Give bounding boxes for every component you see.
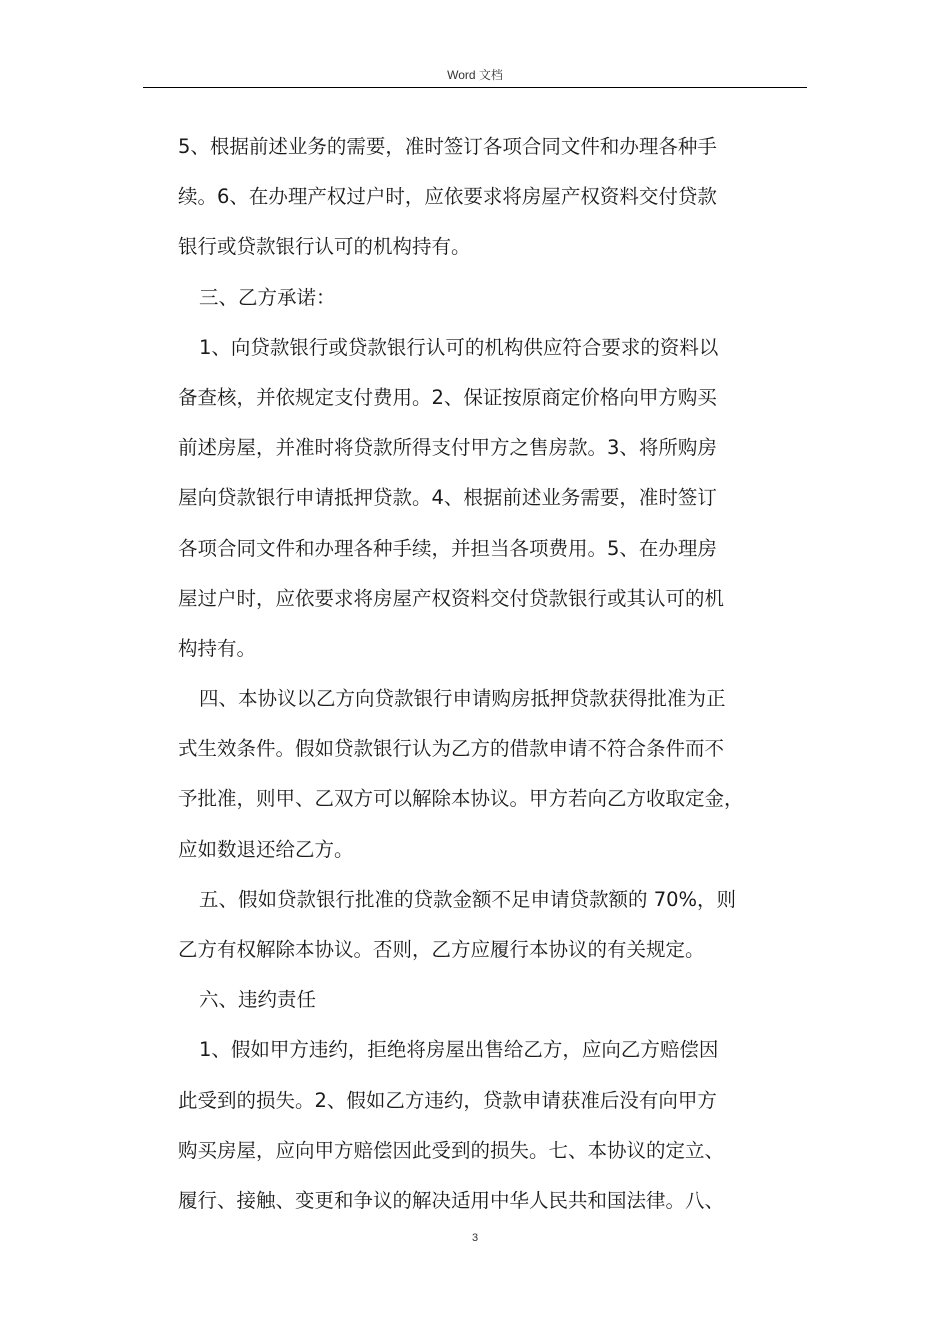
body-line: 屋过户时，应依要求将房屋产权资料交付贷款银行或其认可的机: [178, 586, 725, 610]
body-line: 应如数退还给乙方。: [178, 837, 354, 861]
body-line: 式生效条件。假如贷款银行认为乙方的借款申请不符合条件而不: [178, 737, 725, 761]
body-line: 5、根据前述业务的需要，准时签订各项合同文件和办理各种手: [178, 135, 717, 158]
page-header-title: Word 文档: [447, 68, 503, 82]
body-line: 履行、接触、变更和争议的解决适用中华人民共和国法律。八、: [178, 1188, 725, 1212]
body-line: 构持有。: [178, 636, 257, 660]
body-line: 屋向贷款银行申请抵押贷款。4、根据前述业务需要，准时签订: [178, 486, 717, 510]
body-line: 1、假如甲方违约，拒绝将房屋出售给乙方，应向乙方赔偿因: [199, 1038, 719, 1062]
body-line: 予批准，则甲、乙双方可以解除本协议。甲方若向乙方收取定金，: [178, 787, 744, 811]
page-number: 3: [471, 1232, 479, 1244]
body-line: 乙方有权解除本协议。否则，乙方应履行本协议的有关规定。: [178, 938, 705, 961]
body-line: 各项合同文件和办理各种手续，并担当各项费用。5、在办理房: [178, 536, 717, 560]
body-line: 银行或贷款银行认可的机构持有。: [178, 235, 471, 259]
section-heading: 六、违约责任: [199, 988, 317, 1012]
body-line: 四、本协议以乙方向贷款银行申请购房抵押贷款获得批准为正: [199, 687, 726, 711]
body-line: 此受到的损失。2、假如乙方违约，贷款申请获准后没有向甲方: [178, 1088, 717, 1112]
body-line: 前述房屋，并准时将贷款所得支付甲方之售房款。3、将所购房: [178, 436, 717, 460]
body-line: 五、假如贷款银行批准的贷款金额不足申请贷款额的 70%，则: [199, 887, 737, 911]
header-divider: [143, 87, 807, 88]
body-line: 续。6、在办理产权过户时，应依要求将房屋产权资料交付贷款: [178, 185, 717, 209]
section-heading: 三、乙方承诺：: [199, 285, 336, 309]
document-body: [178, 122, 800, 1226]
body-line: 备查核，并依规定支付费用。2、保证按原商定价格向甲方购买: [178, 385, 717, 409]
body-line: 1、向贷款银行或贷款银行认可的机构供应符合要求的资料以: [199, 335, 719, 359]
body-line: 购买房屋，应向甲方赔偿因此受到的损失。七、本协议的定立、: [178, 1138, 725, 1162]
